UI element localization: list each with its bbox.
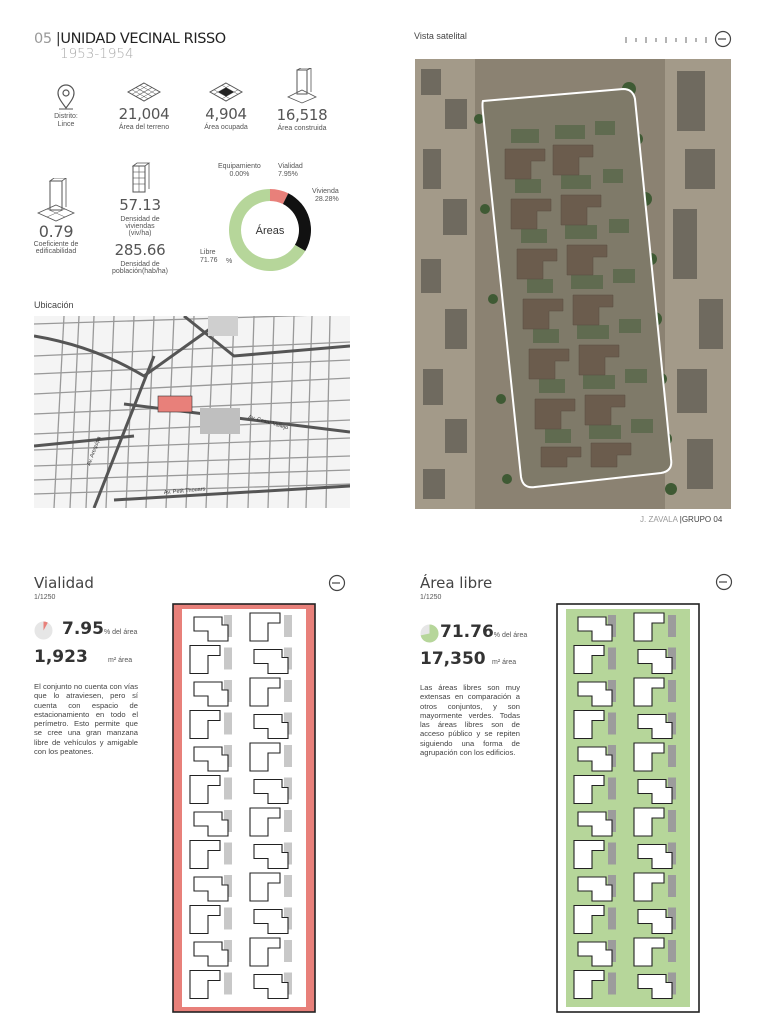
terrain-label: Área del terreno bbox=[118, 124, 170, 131]
north-arrow-icon bbox=[714, 30, 732, 48]
vialidad-description: El conjunto no cuenta con vías que lo atraviesen, pero sí cuenta con espacio de estacionamiento en todo el perímetro. Esto permite que se cree una gran manzana libre de vehículos y amigable con los peatones. bbox=[34, 682, 138, 756]
building-shadow bbox=[668, 940, 676, 962]
libre-mini-pie bbox=[420, 624, 439, 643]
building-shadow bbox=[668, 680, 676, 702]
location-pin-icon bbox=[55, 84, 77, 110]
building-shadow bbox=[668, 615, 676, 637]
areas-donut-chart bbox=[216, 178, 324, 282]
edif-label: Coeficiente de edificabilidad bbox=[33, 241, 79, 255]
built-value: 16,518 bbox=[276, 106, 328, 124]
building-shadow bbox=[608, 713, 616, 735]
credit-separator: | bbox=[679, 515, 682, 524]
title-separator: | bbox=[55, 31, 61, 47]
credit-group: GRUPO 04 bbox=[681, 515, 723, 524]
building-shadow bbox=[224, 843, 232, 865]
building-shadow bbox=[224, 778, 232, 800]
district-value: Lince bbox=[57, 121, 75, 128]
occupied-value: 4,904 bbox=[205, 105, 247, 123]
building-shadow bbox=[608, 778, 616, 800]
population-density-stat bbox=[104, 241, 176, 275]
north-arrow-icon bbox=[715, 573, 733, 591]
libre-area-unit: m² área bbox=[492, 659, 517, 666]
dwelling-density-stat bbox=[112, 162, 168, 237]
building-shadow bbox=[224, 973, 232, 995]
building-shadow bbox=[284, 680, 292, 702]
libre-plan bbox=[556, 603, 700, 1013]
dwelling-density-value: 57.13 bbox=[119, 196, 161, 214]
building-shadow bbox=[668, 875, 676, 897]
libre-percent: 71.76 bbox=[440, 622, 494, 642]
credit bbox=[640, 515, 722, 524]
donut-slice-vivienda bbox=[283, 193, 311, 251]
vialidad-percent-row bbox=[62, 619, 137, 639]
street-label-cesar-vallejo: Av. Cesar Vallejo bbox=[247, 414, 289, 432]
page-title bbox=[34, 31, 226, 47]
building-shadow bbox=[608, 908, 616, 930]
vialidad-scale: 1/1250 bbox=[34, 594, 56, 601]
building-shadow bbox=[224, 648, 232, 670]
project-title: UNIDAD VECINAL RISSO bbox=[60, 31, 226, 47]
label-libre-unit: % bbox=[226, 258, 233, 265]
label-libre: Libre 71.76 bbox=[200, 249, 218, 265]
terrain-value: 21,004 bbox=[118, 105, 170, 123]
project-years: 1953-1954 bbox=[60, 46, 134, 62]
population-density-label: Densidad de población(hab/ha) bbox=[111, 261, 169, 275]
building-shadow bbox=[284, 875, 292, 897]
building-shadow bbox=[284, 940, 292, 962]
district-label: Distrito: bbox=[54, 113, 78, 120]
label-vialidad: Vialidad 7.95% bbox=[278, 163, 303, 179]
built-label: Área construida bbox=[277, 125, 327, 132]
libre-scale: 1/1250 bbox=[420, 594, 442, 601]
building-shadow bbox=[668, 810, 676, 832]
street-label-petit-thouars: Av. Petit Thouars bbox=[163, 486, 206, 496]
libre-percent-row bbox=[440, 622, 527, 642]
building-shadow bbox=[608, 843, 616, 865]
satellite-image bbox=[415, 59, 731, 509]
district-stat bbox=[44, 84, 88, 128]
vialidad-title: Vialidad bbox=[34, 574, 94, 592]
built-stat bbox=[270, 68, 334, 132]
satellite-label: Vista satelital bbox=[414, 31, 467, 41]
north-arrow-icon bbox=[328, 574, 346, 592]
vialidad-area: 1,923 bbox=[34, 647, 88, 667]
building-shadow bbox=[224, 908, 232, 930]
edif-stat bbox=[28, 178, 84, 255]
building-shadow bbox=[284, 810, 292, 832]
donut-center-label: Áreas bbox=[255, 225, 285, 237]
edif-value: 0.79 bbox=[38, 222, 74, 241]
dwelling-density-label: Densidad de viviendas (viv/ha) bbox=[120, 216, 160, 237]
map-label: Ubicación bbox=[34, 300, 74, 310]
libre-percent-suffix: % del área bbox=[493, 632, 528, 639]
occupied-label: Área ocupada bbox=[204, 124, 248, 131]
location-map bbox=[34, 316, 350, 508]
vialidad-plan bbox=[172, 603, 316, 1013]
building-block-icon bbox=[37, 178, 75, 222]
building-shadow bbox=[668, 745, 676, 767]
building-shadow bbox=[608, 648, 616, 670]
libre-description: Las áreas libres son muy extensas en comparación a otros conjuntos, y son mayormente verdes. Todas las áreas libres son de acceso público y se repiten siguiendo una forma de agrupación con los edificios. bbox=[420, 683, 520, 757]
occupied-stat bbox=[194, 82, 258, 131]
occupied-grid-icon bbox=[209, 82, 243, 102]
credit-author: J. ZAVALA bbox=[640, 515, 678, 524]
scale-bar-icon bbox=[624, 36, 708, 44]
vialidad-mini-pie bbox=[34, 621, 53, 640]
apartment-building-icon bbox=[128, 162, 152, 196]
building-shadow bbox=[224, 713, 232, 735]
building-shadow bbox=[284, 745, 292, 767]
grid-plane-icon bbox=[127, 82, 161, 102]
street-label-arequipa: Av. Arequipa bbox=[86, 435, 103, 467]
vialidad-percent-suffix: % del área bbox=[103, 629, 138, 636]
building-shadow bbox=[608, 973, 616, 995]
label-vivienda: Vivienda 28.28% bbox=[312, 188, 339, 204]
building-tower-icon bbox=[287, 68, 317, 104]
vialidad-area-unit: m² área bbox=[108, 657, 133, 664]
libre-title: Área libre bbox=[420, 574, 493, 592]
building-shadow bbox=[284, 615, 292, 637]
population-density-value: 285.66 bbox=[114, 241, 166, 259]
project-number: 05 bbox=[34, 31, 52, 47]
vialidad-percent: 7.95 bbox=[62, 619, 104, 639]
label-equipamiento: Equipamiento 0.00% bbox=[218, 163, 261, 179]
terrain-stat bbox=[112, 82, 176, 131]
libre-area: 17,350 bbox=[420, 649, 486, 669]
